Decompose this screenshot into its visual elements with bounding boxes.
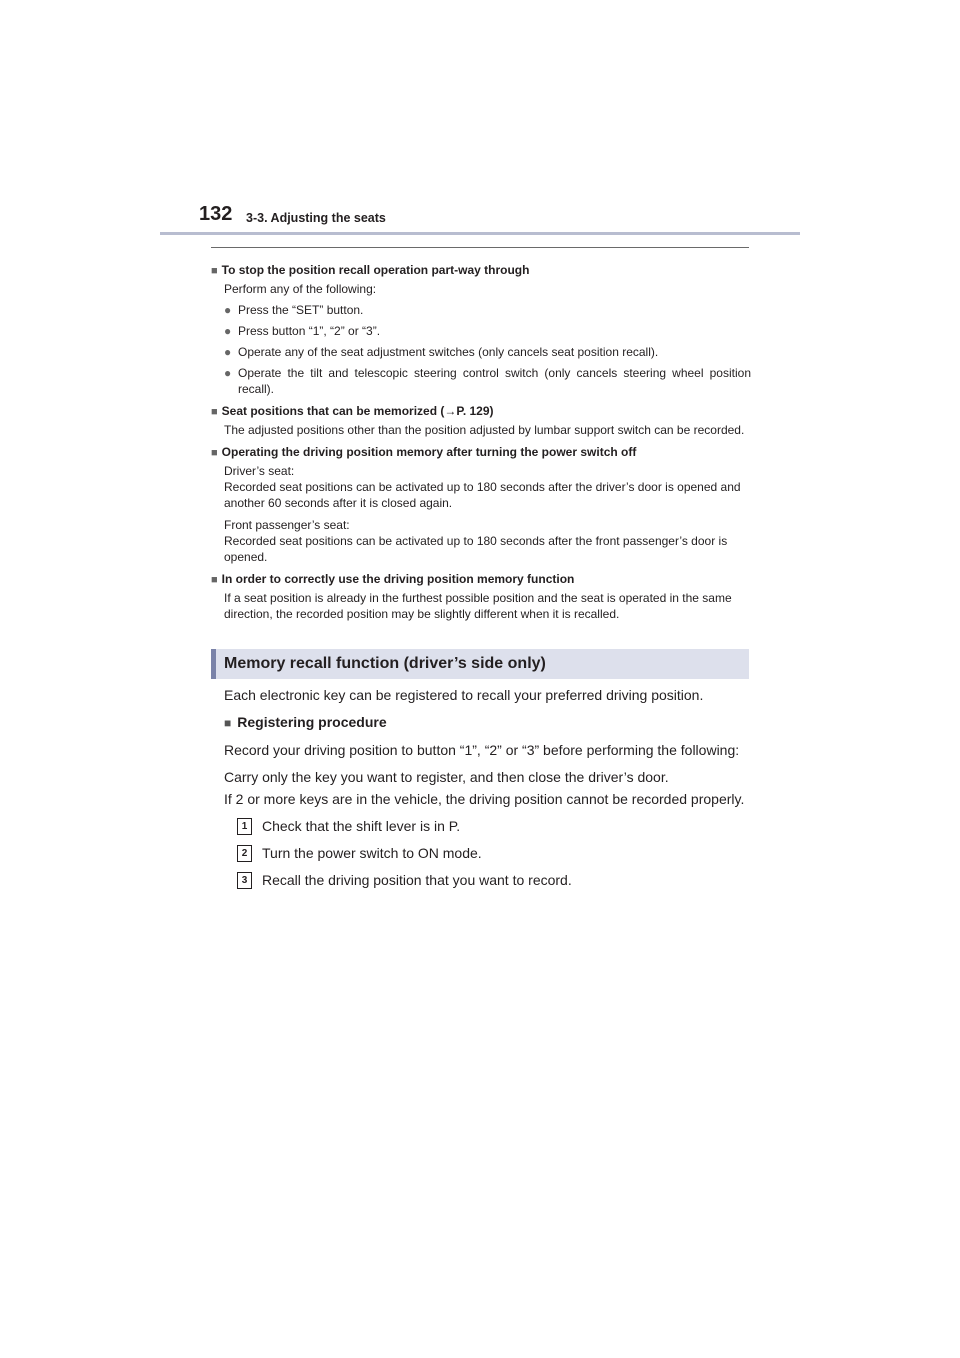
square-bullet-icon: ■ xyxy=(211,574,218,586)
paragraph: Record your driving position to button “1”, “2” or “3” before performing the following: xyxy=(224,742,740,758)
step-item xyxy=(237,815,748,837)
note-body: If a seat position is already in the furthest possible position and the seat is operated in the same direction, the recorded position may be slightly different when it is recalled. xyxy=(224,591,732,621)
subheading: ■ Registering procedure xyxy=(224,714,387,730)
step-text: Turn the power switch to ON mode. xyxy=(262,845,482,861)
square-bullet-icon: ■ xyxy=(211,447,218,459)
section-heading: Memory recall function (driver’s side only) xyxy=(211,649,749,679)
list-item: ● Press button “1”, “2” or “3”. xyxy=(224,324,381,338)
square-bullet-icon: ■ xyxy=(211,265,218,277)
paragraph: If 2 or more keys are in the vehicle, the driving position cannot be recorded properly. xyxy=(224,791,745,807)
dot-bullet-icon: ● xyxy=(224,345,232,359)
paragraph: Carry only the key you want to register, and then close the driver’s door. xyxy=(224,769,669,785)
step-number-badge: 2 xyxy=(237,845,252,862)
step-text: Check that the shift lever is in P. xyxy=(262,818,461,834)
note-heading: ■ In order to correctly use the driving position memory function xyxy=(211,572,575,586)
square-bullet-icon: ■ xyxy=(211,406,218,418)
list-item: ● Press the “SET” button. xyxy=(224,303,364,317)
step-item xyxy=(237,869,748,891)
step-text: Recall the driving position that you want to record. xyxy=(262,872,572,888)
note-body: Driver’s seat: Recorded seat positions can be activated up to 180 seconds after the driver’s door is opened and another 60 seconds after it is closed again. Front passenger’s seat: Recorded seat positions can be activated up to 180 seconds after the front passenger’s door is opened. xyxy=(224,464,741,564)
section-body xyxy=(224,684,748,891)
notes-section xyxy=(211,259,751,622)
step-item xyxy=(237,842,748,864)
step-number-badge: 3 xyxy=(237,872,252,889)
chapter-title: 3-3. Adjusting the seats xyxy=(246,211,386,225)
square-bullet-icon: ■ xyxy=(224,716,232,730)
note-body: Perform any of the following: xyxy=(224,282,377,296)
note-body: The adjusted positions other than the position adjusted by lumbar support switch can be recorded. xyxy=(224,423,745,437)
section-rule xyxy=(211,247,749,248)
dot-bullet-icon: ● xyxy=(224,303,232,317)
section-intro: Each electronic key can be registered to recall your preferred driving position. xyxy=(224,687,704,703)
list-item: ● Operate the tilt and telescopic steering control switch (only cancels steering wheel position recall). xyxy=(224,366,751,396)
page-number: 132 xyxy=(199,203,233,225)
header-rule xyxy=(160,232,800,235)
dot-bullet-icon: ● xyxy=(224,324,232,338)
list-item: ● Operate any of the seat adjustment switches (only cancels seat position recall). xyxy=(224,345,659,359)
note-heading: ■ Operating the driving position memory after turning the power switch off xyxy=(211,445,637,459)
note-heading: ■ To stop the position recall operation part-way through xyxy=(211,263,530,277)
dot-bullet-icon: ● xyxy=(224,366,232,380)
step-number-badge: 1 xyxy=(237,818,252,835)
note-heading: ■ Seat positions that can be memorized (→P. 129) xyxy=(211,404,494,418)
heading-accent-bar xyxy=(211,649,216,679)
